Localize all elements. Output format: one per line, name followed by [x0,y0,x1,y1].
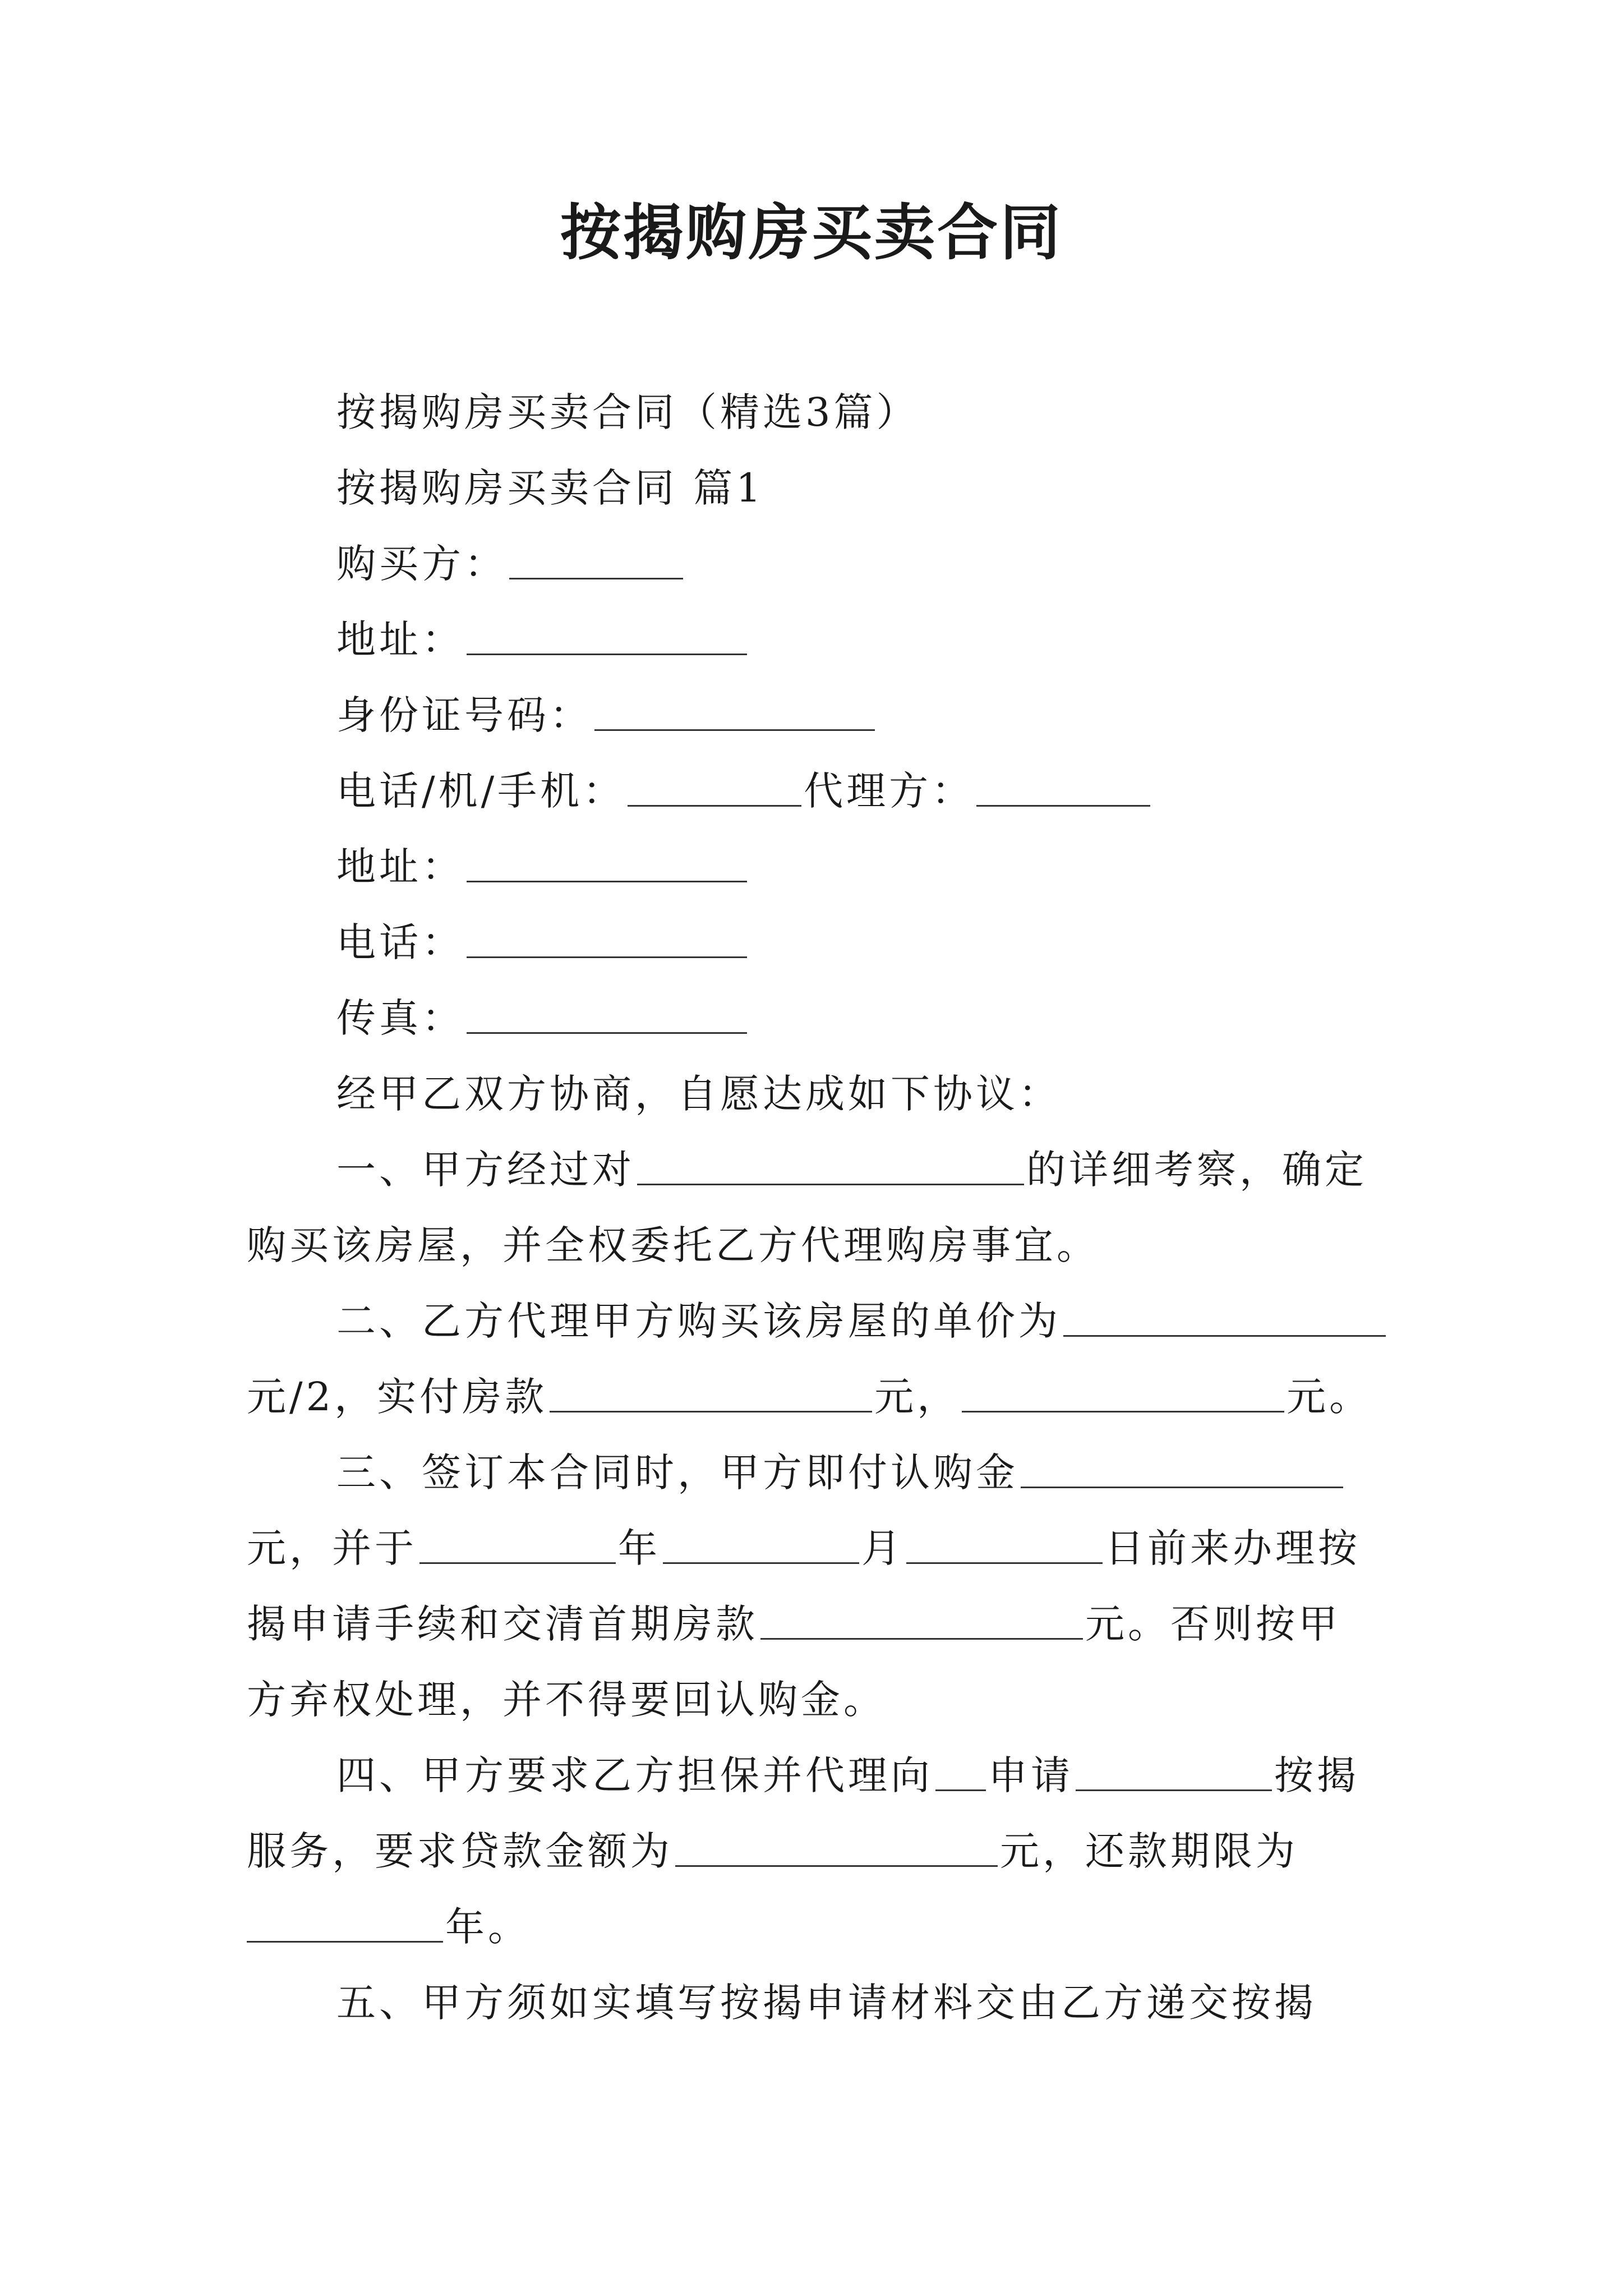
fax-label: 传真： [336,995,464,1041]
clause-3-text-g: 元。否则按甲 [1085,1601,1341,1647]
clause-2-text-a: 二、乙方代理甲方购买该房屋的单价为 [336,1298,1061,1344]
clause-4-type-blank [1076,1750,1272,1791]
clause-4-line-2 [247,1820,1298,1882]
id-number-blank [594,690,875,731]
clause-4-text-c: 按揭 [1274,1752,1359,1798]
address-line-2 [336,836,749,898]
clause-1-line-1 [336,1139,1367,1200]
clause-1-text-a: 一、甲方经过对 [336,1147,635,1193]
clause-4-line-3 [247,1896,531,1958]
clause-2-line-1 [336,1290,1388,1352]
subtitle-text: 按揭购房买卖合同（精选3篇） [336,389,919,435]
clause-4-text-d: 服务，要求贷款金额为 [247,1828,673,1874]
clause-2-text-b: 元/2，实付房款 [247,1374,548,1420]
phone-blank-b [467,917,747,958]
clause-3-downpayment-blank [760,1599,1083,1640]
clause-4-line-1 [336,1745,1359,1806]
fax-blank [467,993,747,1034]
clause-3-line-3 [247,1593,1341,1655]
document-title: 按揭购房买卖合同 [560,197,1063,268]
clause-1-line-2 [247,1214,1099,1276]
clause-2-text-c: 元， [874,1374,960,1420]
part-heading-text: 按揭购房买卖合同 篇1 [336,465,764,511]
address-blank-1 [467,614,747,655]
agent-label: 代理方： [804,768,975,814]
clause-2-text-d: 元。 [1287,1374,1372,1420]
clause-3-month-blank [663,1523,859,1564]
address-label-1: 地址： [336,616,464,662]
clause-3-text-f: 揭申请手续和交清首期房款 [247,1601,758,1647]
clause-3-day-blank [906,1523,1103,1564]
clause-4-text-e: 元，还款期限为 [1000,1828,1298,1874]
clause-4-bank-blank [935,1750,986,1791]
clause-2-payment-blank [550,1372,872,1412]
clause-4-term-blank [247,1902,443,1943]
clause-5-text-a: 五、甲方须如实填写按揭申请材料交由乙方递交按揭 [336,1980,1317,2026]
clause-3-deposit-blank [1021,1447,1343,1488]
clause-3-text-h: 方弃权处理，并不得要回认购金。 [247,1677,886,1723]
clause-3-text-a: 三、签订本合同时，甲方即付认购金 [336,1450,1018,1496]
phone-line-b [336,912,749,973]
clause-3-year-blank [419,1523,616,1564]
clause-1-blank [637,1144,1024,1185]
buyer-blank [509,539,683,579]
part-heading [336,457,764,519]
clause-4-text-f: 年。 [445,1904,531,1950]
clause-1-text-b: 的详细考察，确定 [1026,1147,1367,1193]
clause-4-text-a: 四、甲方要求乙方担保并代理向 [336,1752,933,1798]
phone-label-b: 电话： [336,919,464,965]
phone-agent-line [336,760,1152,822]
clause-3-text-e: 日前来办理按 [1105,1525,1361,1571]
clause-1-text-c: 购买该房屋，并全权委托乙方代理购房事宜。 [247,1222,1099,1268]
clause-2-line-2 [247,1366,1372,1428]
clause-5-line-1 [336,1972,1317,2033]
id-number-label: 身份证号码： [336,692,592,738]
clause-3-line-2 [247,1517,1361,1579]
clause-3-text-b: 元，并于 [247,1525,417,1571]
clause-2-unit-price-blank [1063,1296,1386,1337]
clause-3-text-d: 月 [861,1525,904,1571]
address-label-2: 地址： [336,844,464,890]
fax-line [336,987,749,1049]
clause-3-line-4 [247,1669,886,1731]
clause-3-text-c: 年 [618,1525,661,1571]
clause-4-loan-blank [675,1826,998,1867]
clause-4-text-b: 申请 [988,1752,1073,1798]
phone-label-a: 电话/机/手机： [336,768,626,814]
agent-blank [976,766,1150,807]
buyer-line [336,533,685,595]
buyer-label: 购买方： [336,541,507,587]
phone-blank-a [628,766,801,807]
clause-3-line-1 [336,1442,1345,1503]
id-number-line [336,684,877,746]
subtitle-line [336,381,919,443]
address-line-1 [336,609,749,670]
clause-2-amount-blank [962,1372,1284,1412]
agreement-line [336,1063,1061,1125]
address-blank-2 [467,841,747,882]
agreement-text: 经甲乙双方协商，自愿达成如下协议： [336,1071,1061,1117]
